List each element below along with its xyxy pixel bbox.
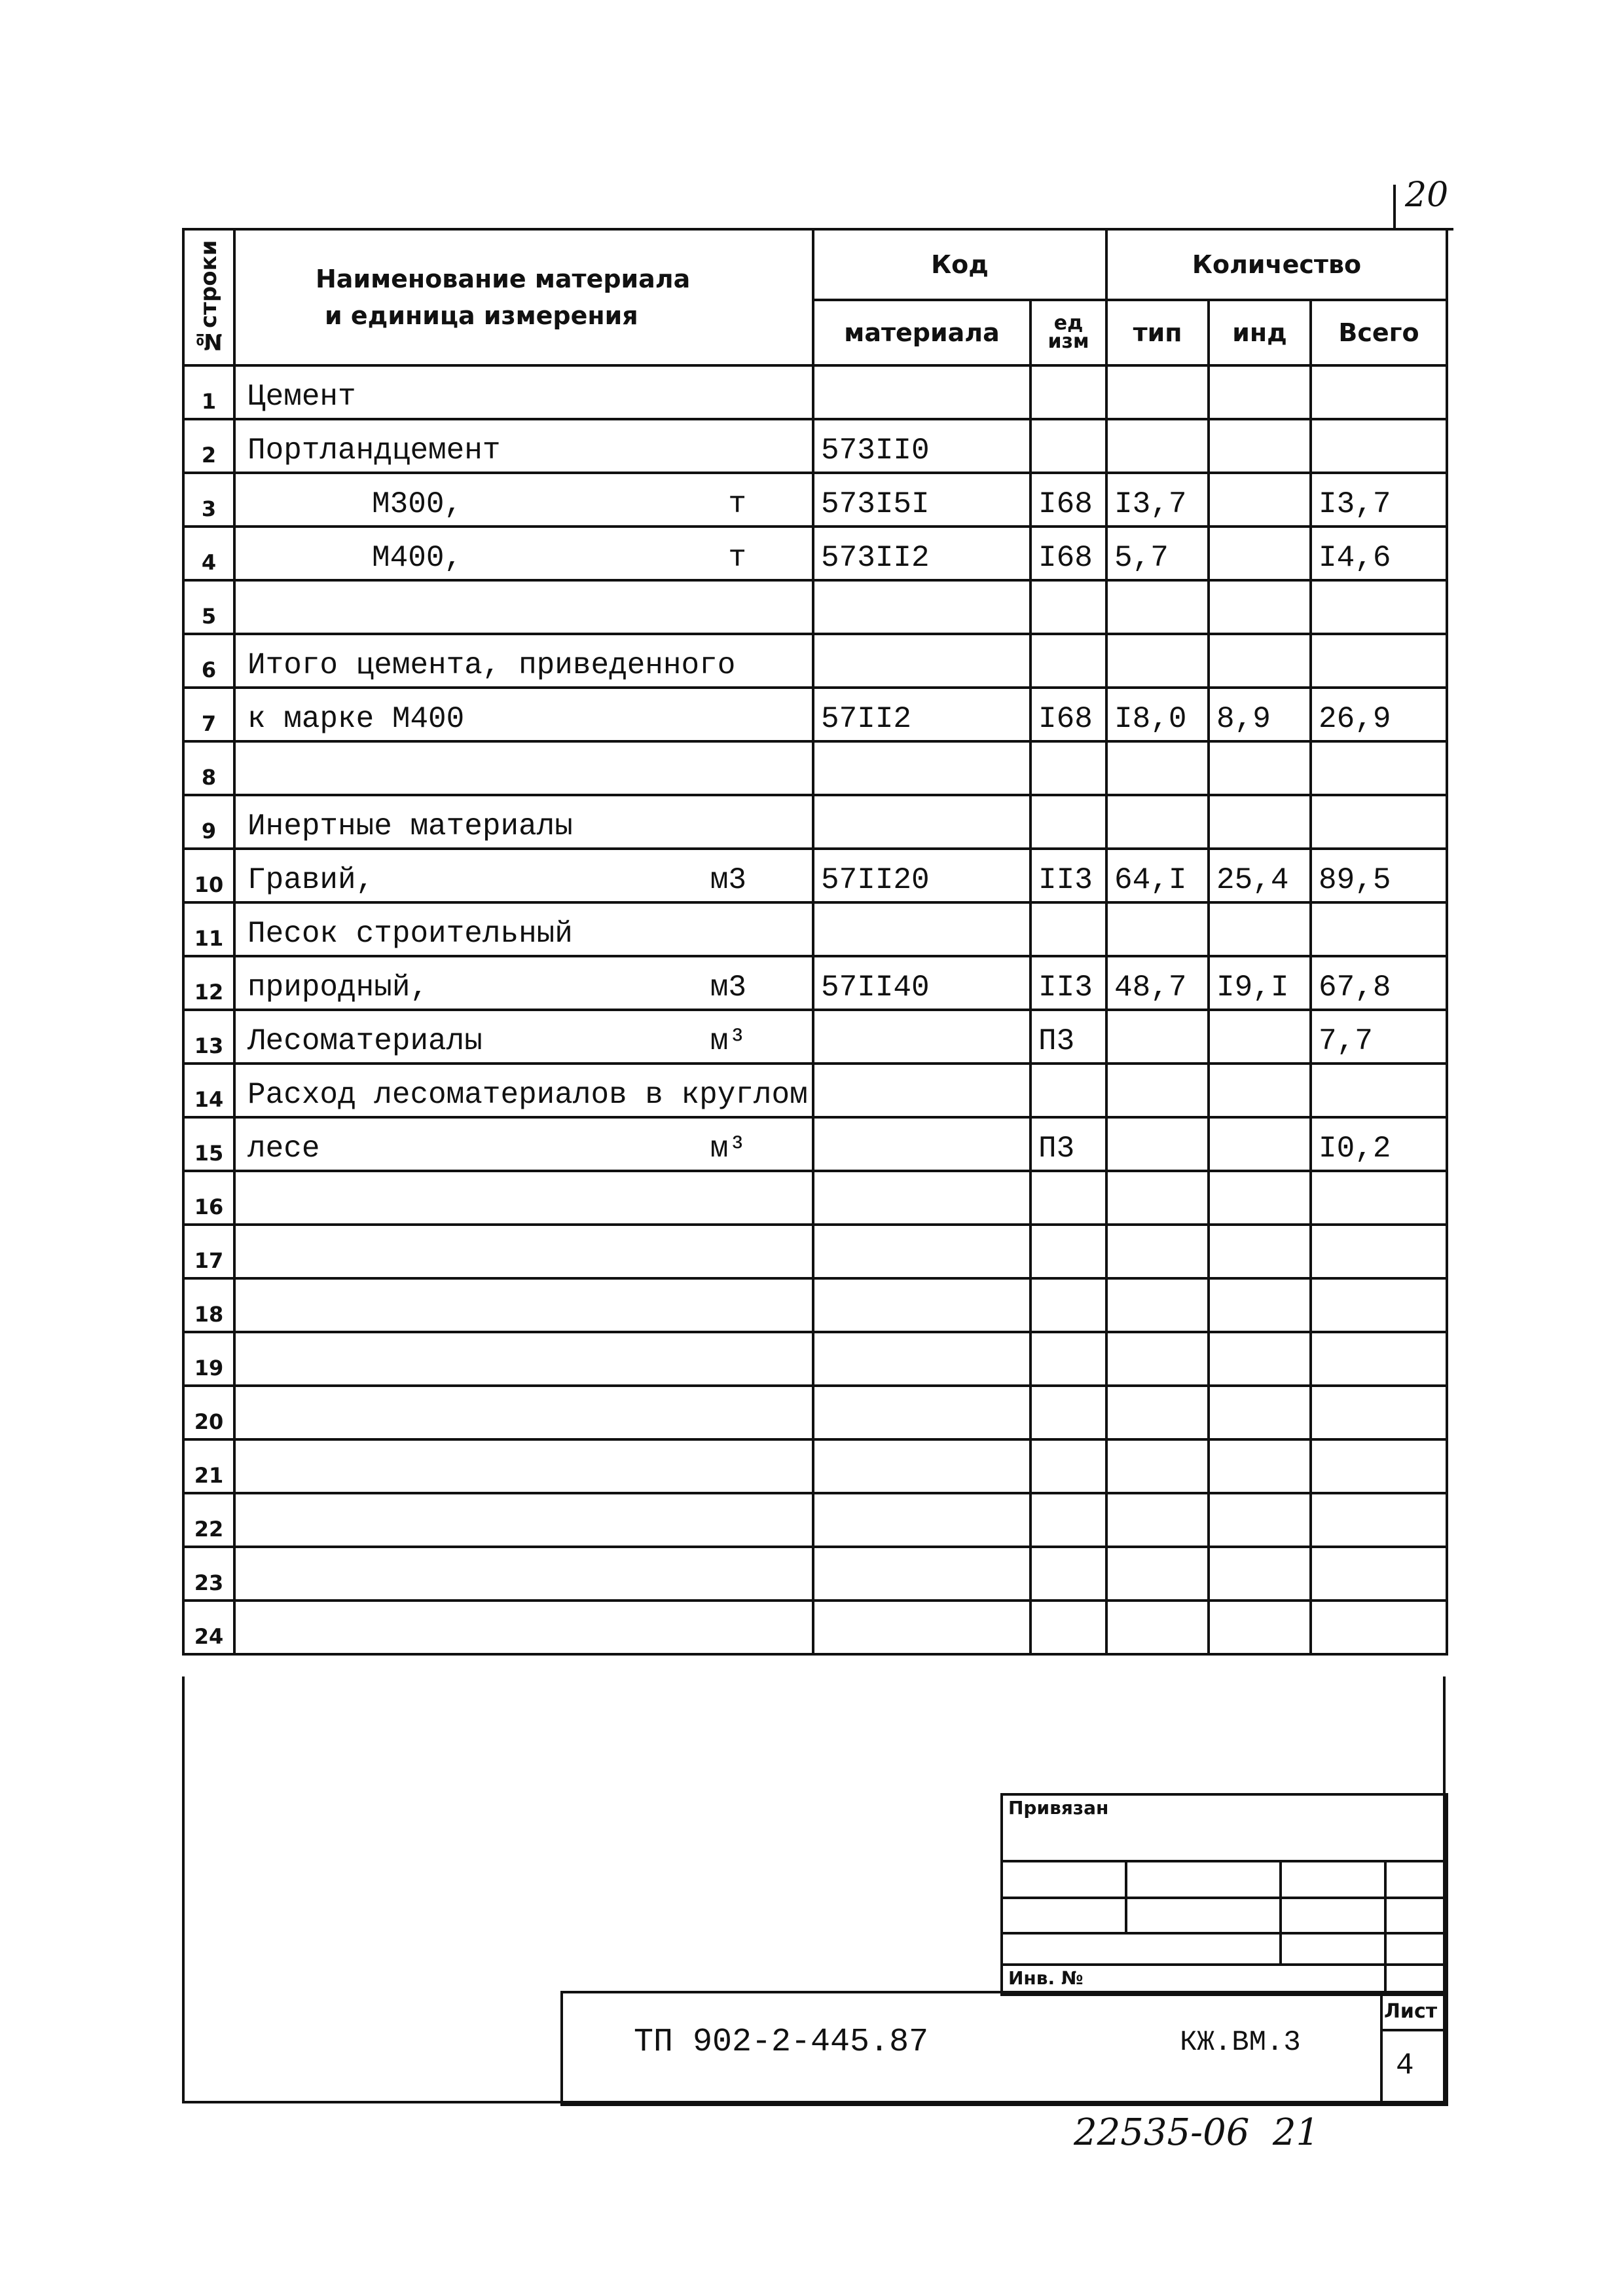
qty-ind [1209,741,1311,795]
table-row [183,1117,1447,1171]
table-row [183,956,1447,1010]
row-number: 15 [183,1117,234,1171]
material-name [234,1386,813,1439]
binding-label: Привязан [1008,1797,1109,1819]
footer-number: 22535-06 21 [1074,2111,1320,2154]
qty-type [1106,1010,1209,1064]
header-material-name: Наименование материала и единица измерения [234,229,813,365]
unit-code: II3 [1030,849,1106,902]
stamp-line [1000,1860,1446,1862]
qty-total [1311,1278,1447,1332]
qty-type [1106,1225,1209,1278]
row-number: 13 [183,1010,234,1064]
qty-total: 26,9 [1311,688,1447,741]
qty-total: 89,5 [1311,849,1447,902]
sheet-code: КЖ.ВМ.3 [1180,2026,1301,2059]
material-name: Портландцемент [234,419,813,473]
qty-ind [1209,1493,1311,1547]
row-number: 3 [183,473,234,527]
material-code [813,580,1030,634]
unit-code [1030,795,1106,849]
qty-type [1106,1547,1209,1601]
qty-total: 67,8 [1311,956,1447,1010]
unit-of-measure: т [728,487,746,521]
material-code [813,1225,1030,1278]
unit-code [1030,902,1106,956]
qty-type: I8,0 [1106,688,1209,741]
title-divider [1380,2029,1446,2031]
qty-ind [1209,634,1311,688]
qty-total [1311,1439,1447,1493]
stamp-line [1000,1932,1446,1935]
material-code [813,1332,1030,1386]
qty-ind [1209,1601,1311,1654]
material-name [234,1493,813,1547]
qty-total [1311,580,1447,634]
qty-total [1311,1386,1447,1439]
row-number: 7 [183,688,234,741]
qty-type [1106,902,1209,956]
table-row [183,795,1447,849]
material-code [813,1171,1030,1225]
qty-ind [1209,473,1311,527]
material-code: 573II0 [813,419,1030,473]
title-divider [1380,1991,1383,2101]
header-row-number: №строки [183,229,234,365]
material-code [813,1064,1030,1117]
table-row [183,1278,1447,1332]
stamp-line [1000,1897,1446,1899]
table-row [183,1386,1447,1439]
material-name: Лесоматериалы м³ [234,1010,813,1064]
unit-code [1030,634,1106,688]
material-code [813,1278,1030,1332]
qty-total [1311,1225,1447,1278]
table-row [183,1601,1447,1654]
row-number: 21 [183,1439,234,1493]
header-ind: инд [1209,300,1311,365]
qty-ind [1209,1439,1311,1493]
material-name [234,741,813,795]
qty-ind [1209,795,1311,849]
material-code [813,1386,1030,1439]
material-code [813,1010,1030,1064]
header-unit-code: ед изм [1030,300,1106,365]
qty-total: I0,2 [1311,1117,1447,1171]
qty-type [1106,1601,1209,1654]
qty-ind: I9,I [1209,956,1311,1010]
material-code [813,902,1030,956]
material-code: 573I5I [813,473,1030,527]
unit-code [1030,1278,1106,1332]
material-code [813,1439,1030,1493]
stamp-line [1000,1963,1446,1966]
material-name: Гравий, м3 [234,849,813,902]
unit-of-measure: т [728,541,746,575]
material-name: к марке М400 [234,688,813,741]
qty-type [1106,1117,1209,1171]
qty-total [1311,902,1447,956]
sheet-label: Лист [1384,2000,1438,2023]
table-row [183,1225,1447,1278]
material-name: М400, т [234,527,813,580]
unit-code [1030,1386,1106,1439]
material-code: 57II2 [813,688,1030,741]
row-number: 5 [183,580,234,634]
qty-total [1311,1493,1447,1547]
qty-ind [1209,1278,1311,1332]
qty-ind [1209,1332,1311,1386]
qty-ind [1209,1171,1311,1225]
unit-code: I68 [1030,688,1106,741]
unit-code [1030,1064,1106,1117]
material-code: 57II20 [813,849,1030,902]
stamp-line [1384,1860,1387,1991]
unit-of-measure: м³ [710,1132,746,1166]
unit-code: I68 [1030,473,1106,527]
qty-total [1311,741,1447,795]
page-number-mark [1393,185,1396,229]
unit-of-measure: м³ [710,1024,746,1058]
table-row [183,688,1447,741]
header-code: Код [813,229,1106,300]
material-code: 573II2 [813,527,1030,580]
table-row [183,1064,1447,1117]
unit-code [1030,365,1106,419]
material-name: Расход лесоматериалов в круглом [234,1064,813,1117]
qty-total [1311,795,1447,849]
header-total: Всего [1311,300,1447,365]
qty-ind [1209,527,1311,580]
qty-ind [1209,580,1311,634]
qty-ind: 8,9 [1209,688,1311,741]
stamp-line [1125,1860,1127,1932]
material-code: 57II40 [813,956,1030,1010]
material-name: Цемент [234,365,813,419]
header-material-code: материала [813,300,1030,365]
material-code [813,634,1030,688]
qty-total [1311,634,1447,688]
table-row [183,634,1447,688]
unit-code [1030,580,1106,634]
table-row [183,1332,1447,1386]
material-code [813,741,1030,795]
inventory-label: Инв. № [1008,1967,1084,1989]
table-row [183,1010,1447,1064]
row-number: 22 [183,1493,234,1547]
qty-total: 7,7 [1311,1010,1447,1064]
qty-ind: 25,4 [1209,849,1311,902]
material-name [234,1278,813,1332]
row-number: 4 [183,527,234,580]
row-number: 19 [183,1332,234,1386]
qty-type [1106,1171,1209,1225]
qty-total: I3,7 [1311,473,1447,527]
table-row [183,419,1447,473]
header-type: тип [1106,300,1209,365]
row-number: 1 [183,365,234,419]
row-number: 24 [183,1601,234,1654]
qty-type [1106,1278,1209,1332]
material-code [813,1117,1030,1171]
qty-ind [1209,1064,1311,1117]
qty-type [1106,1332,1209,1386]
qty-total [1311,1332,1447,1386]
material-name: Инертные материалы [234,795,813,849]
qty-type [1106,1439,1209,1493]
frame-left [182,1676,185,2103]
row-number: 12 [183,956,234,1010]
material-name: М300, т [234,473,813,527]
qty-type [1106,795,1209,849]
unit-code [1030,419,1106,473]
table-row [183,1493,1447,1547]
qty-total [1311,419,1447,473]
table-row [183,849,1447,902]
unit-code [1030,1547,1106,1601]
material-name [234,1171,813,1225]
qty-type: 48,7 [1106,956,1209,1010]
qty-type [1106,580,1209,634]
material-name: Песок строительный [234,902,813,956]
material-name [234,1439,813,1493]
material-name: природный, м3 [234,956,813,1010]
table-row [183,580,1447,634]
row-number: 16 [183,1171,234,1225]
table-row [183,473,1447,527]
unit-code: П3 [1030,1010,1106,1064]
unit-code [1030,1493,1106,1547]
qty-total [1311,365,1447,419]
table-row [183,1547,1447,1601]
sheet-number: 4 [1396,2048,1414,2083]
materials-table [182,228,1448,1656]
qty-ind [1209,1117,1311,1171]
unit-code [1030,741,1106,795]
material-name: лесе м³ [234,1117,813,1171]
qty-type [1106,365,1209,419]
qty-type: 5,7 [1106,527,1209,580]
material-code [813,1493,1030,1547]
qty-ind [1209,365,1311,419]
table-row [183,741,1447,795]
qty-total [1311,1547,1447,1601]
qty-total [1311,1171,1447,1225]
qty-ind [1209,1010,1311,1064]
qty-ind [1209,1547,1311,1601]
row-number: 6 [183,634,234,688]
page-number: 20 [1405,176,1449,215]
row-number: 20 [183,1386,234,1439]
material-name [234,1601,813,1654]
qty-type [1106,1493,1209,1547]
table-row [183,1439,1447,1493]
row-number: 8 [183,741,234,795]
qty-ind [1209,1225,1311,1278]
qty-ind [1209,902,1311,956]
row-number: 9 [183,795,234,849]
unit-code: II3 [1030,956,1106,1010]
qty-type [1106,741,1209,795]
qty-ind [1209,419,1311,473]
qty-type [1106,1064,1209,1117]
unit-code [1030,1332,1106,1386]
qty-total [1311,1064,1447,1117]
table-row [183,527,1447,580]
unit-code: I68 [1030,527,1106,580]
material-name [234,580,813,634]
qty-type: 64,I [1106,849,1209,902]
stamp-line [1279,1860,1282,1965]
document-code: ТП 902-2-445.87 [634,2024,929,2061]
row-number: 11 [183,902,234,956]
row-number: 14 [183,1064,234,1117]
material-code [813,1547,1030,1601]
material-code [813,365,1030,419]
row-number: 18 [183,1278,234,1332]
material-name [234,1547,813,1601]
material-name [234,1332,813,1386]
table-row [183,1171,1447,1225]
table-row [183,365,1447,419]
unit-code [1030,1439,1106,1493]
material-name: Итого цемента, приведенного [234,634,813,688]
unit-code [1030,1601,1106,1654]
material-code [813,795,1030,849]
qty-type [1106,1386,1209,1439]
qty-type [1106,634,1209,688]
header-quantity: Количество [1106,229,1447,300]
row-number: 23 [183,1547,234,1601]
row-number: 10 [183,849,234,902]
qty-type [1106,419,1209,473]
material-name [234,1225,813,1278]
unit-code [1030,1171,1106,1225]
unit-of-measure: м3 [710,863,746,897]
unit-code [1030,1225,1106,1278]
row-number: 17 [183,1225,234,1278]
unit-of-measure: м3 [710,971,746,1005]
qty-ind [1209,1386,1311,1439]
row-number: 2 [183,419,234,473]
table-row [183,902,1447,956]
qty-type: I3,7 [1106,473,1209,527]
unit-code: П3 [1030,1117,1106,1171]
qty-total [1311,1601,1447,1654]
material-code [813,1601,1030,1654]
qty-total: I4,6 [1311,527,1447,580]
